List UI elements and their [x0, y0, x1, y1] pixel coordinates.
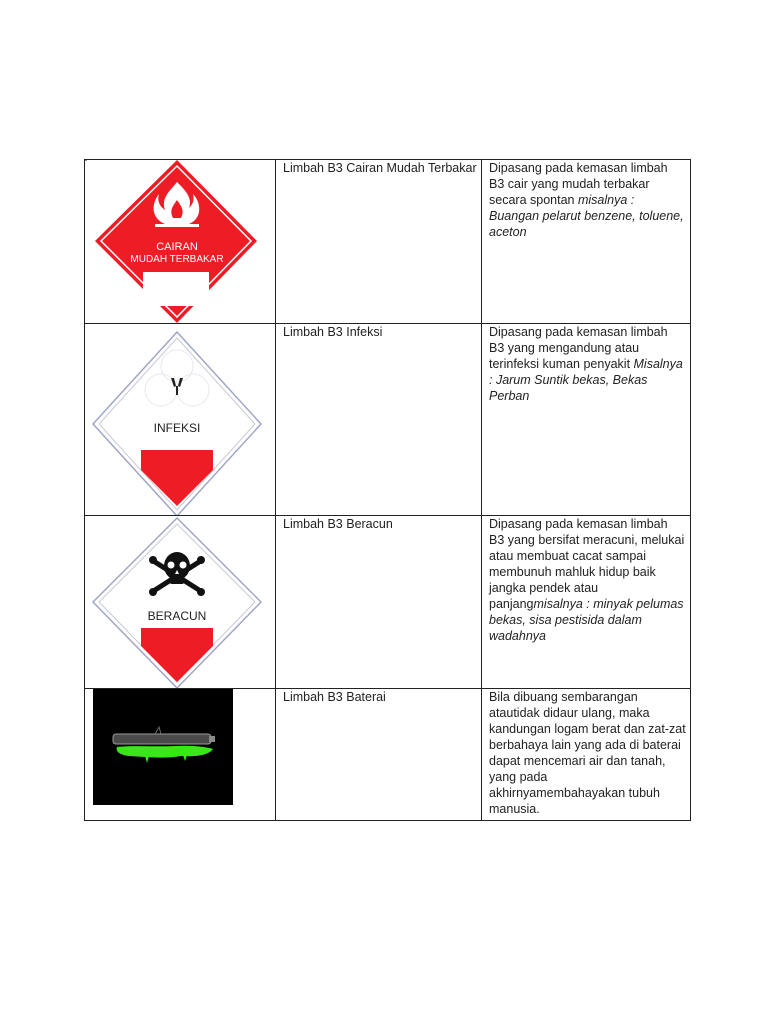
- desc-text: Bila dibuang sembarangan atautidak didaur ulang, maka kandungan logam berat dan zat-zat berbahaya lain yang ada di baterai dapat mencemari air dan tanah, yang pada akhirnyamembahayakan tubuh manusia.: [489, 690, 686, 816]
- waste-description: [482, 324, 691, 516]
- hazard-waste-table: [84, 159, 691, 821]
- desc-example: Misalnya : Jarum Suntik bekas, Bekas Perban: [489, 357, 683, 403]
- battery-image-cell: [85, 689, 276, 821]
- toxic-sign-cell: [85, 516, 276, 689]
- table-row: [85, 324, 691, 516]
- waste-name: Limbah B3 Baterai: [276, 689, 482, 821]
- waste-name: Limbah B3 Infeksi: [276, 324, 482, 516]
- desc-example: misalnya : Buangan pelarut benzene, toluene, aceton: [489, 193, 684, 239]
- sign-label: CAIRAN: [156, 241, 198, 253]
- flammable-sign-cell: [85, 160, 276, 324]
- desc-text: Dipasang pada kemasan limbah B3 yang mengandung atau terinfeksi kuman penyakit: [489, 325, 668, 371]
- sign-label: MUDAH TERBAKAR: [130, 254, 224, 265]
- toxic-sign: [85, 516, 275, 688]
- table-row: [85, 160, 691, 324]
- waste-name: Limbah B3 Beracun: [276, 516, 482, 689]
- sign-label: BERACUN: [147, 609, 207, 623]
- infectious-sign-cell: [85, 324, 276, 516]
- table-row: [85, 516, 691, 689]
- flammable-liquid-sign: [85, 160, 275, 323]
- waste-name: Limbah B3 Cairan Mudah Terbakar: [276, 160, 482, 324]
- infectious-sign: [85, 324, 275, 515]
- desc-text: Dipasang pada kemasan limbah B3 cair yang mudah terbakar secara spontan: [489, 161, 668, 207]
- sign-label: INFEKSI: [153, 421, 201, 435]
- waste-description: [482, 516, 691, 689]
- waste-description: [482, 160, 691, 324]
- table-row: [85, 689, 691, 821]
- waste-description: [482, 689, 691, 821]
- desc-example: misalnya : minyak pelumas bekas, sisa pestisida dalam wadahnya: [489, 597, 684, 643]
- desc-text: Dipasang pada kemasan limbah B3 yang bersifat meracuni, melukai atau membuat cacat sampai membunuh mahluk hidup baik jangka pendek atau panjang: [489, 517, 685, 611]
- battery-image: [85, 689, 275, 820]
